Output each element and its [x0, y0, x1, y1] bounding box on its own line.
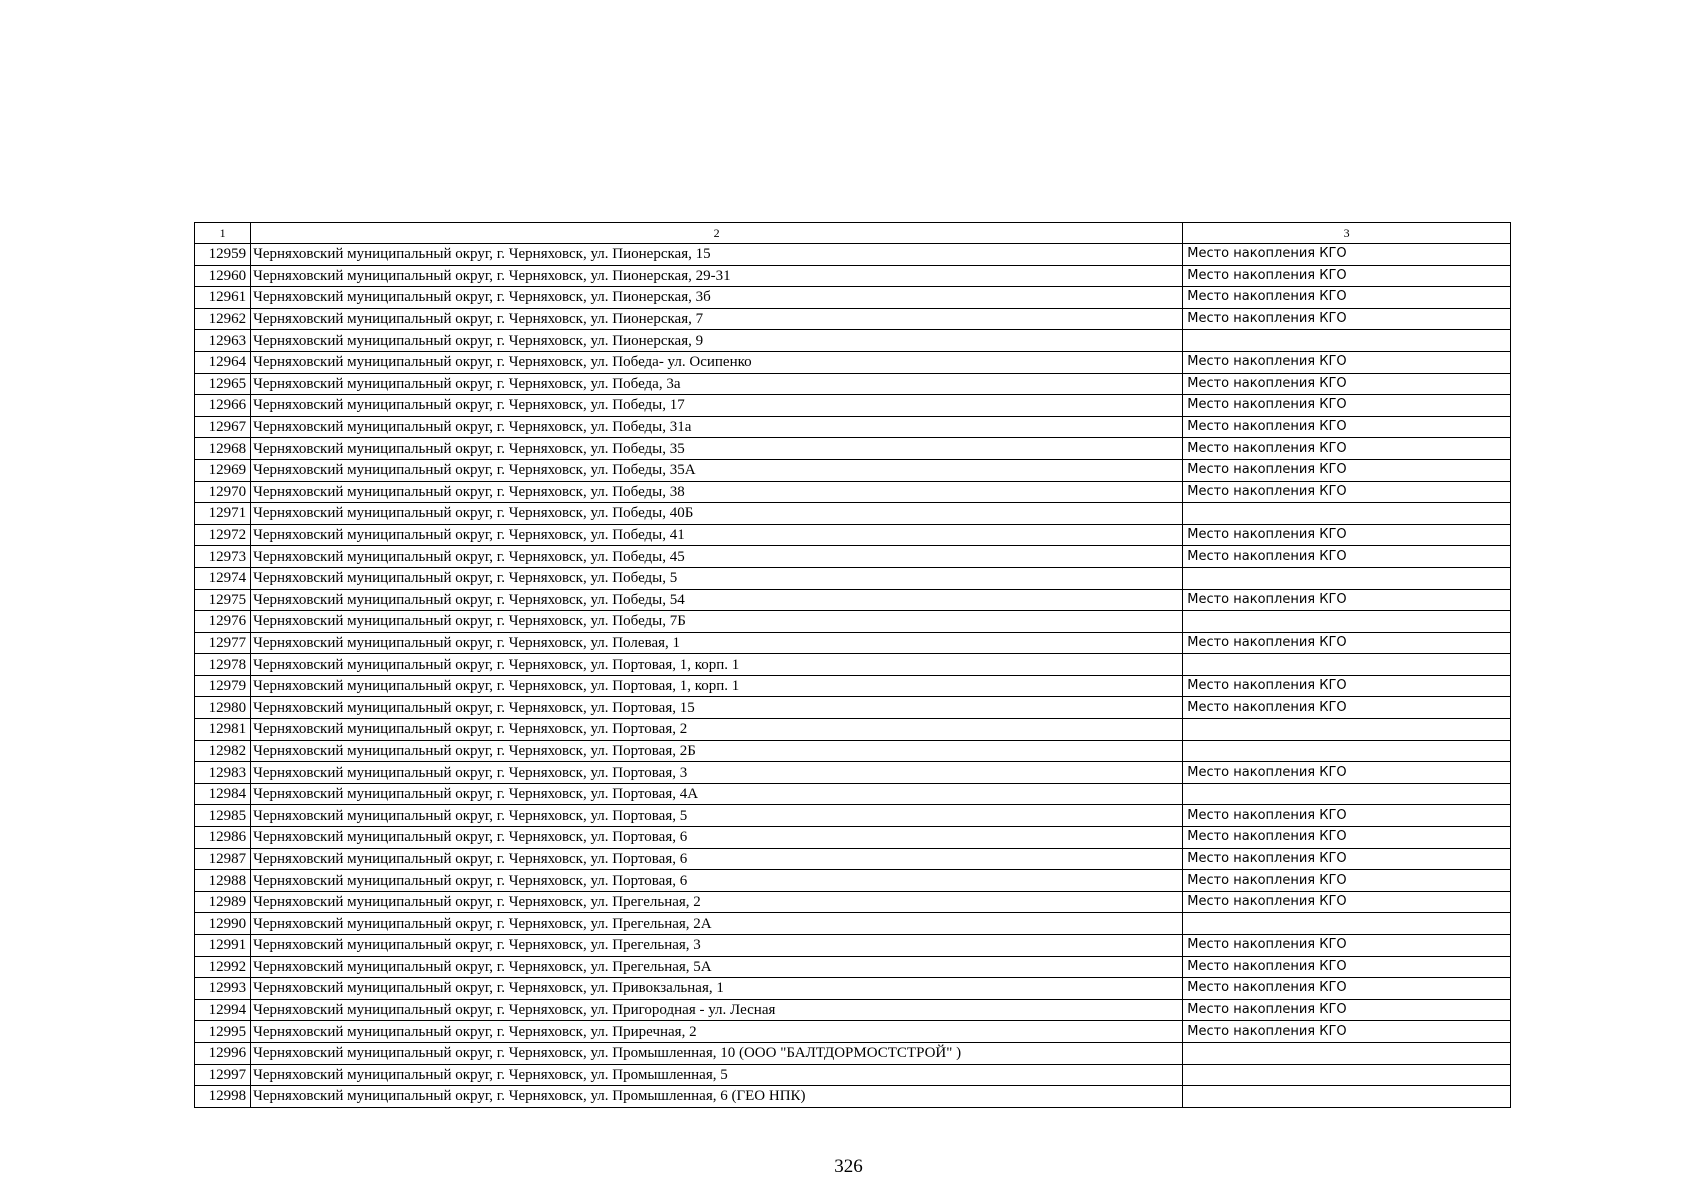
address-cell: Черняховский муниципальный округ, г. Черняховск, ул. Портовая, 6	[251, 827, 1183, 849]
row-number-cell: 12964	[195, 351, 251, 373]
address-cell: Черняховский муниципальный округ, г. Черняховск, ул. Портовая, 3	[251, 762, 1183, 784]
table-body	[195, 223, 1511, 1108]
address-cell: Черняховский муниципальный округ, г. Черняховск, ул. Портовая, 1, корп. 1	[251, 654, 1183, 676]
accumulation-type-cell: Место накопления КГО	[1183, 762, 1511, 784]
address-cell: Черняховский муниципальный округ, г. Черняховск, ул. Полевая, 1	[251, 632, 1183, 654]
table-row	[195, 956, 1511, 978]
table-row	[195, 827, 1511, 849]
address-cell: Черняховский муниципальный округ, г. Черняховск, ул. Пионерская, 29-31	[251, 265, 1183, 287]
row-number-cell: 12960	[195, 265, 251, 287]
address-cell: Черняховский муниципальный округ, г. Черняховск, ул. Портовая, 6	[251, 848, 1183, 870]
accumulation-type-cell: Место накопления КГО	[1183, 978, 1511, 1000]
address-cell: Черняховский муниципальный округ, г. Черняховск, ул. Привокзальная, 1	[251, 978, 1183, 1000]
table-row	[195, 524, 1511, 546]
table-row	[195, 978, 1511, 1000]
row-number-cell: 12995	[195, 1021, 251, 1043]
row-number-cell: 12970	[195, 481, 251, 503]
table-row	[195, 697, 1511, 719]
address-cell: Черняховский муниципальный округ, г. Черняховск, ул. Портовая, 1, корп. 1	[251, 675, 1183, 697]
accumulation-type-cell: Место накопления КГО	[1183, 632, 1511, 654]
column-header-address: 2	[251, 223, 1183, 244]
accumulation-type-cell: Место накопления КГО	[1183, 524, 1511, 546]
table-row	[195, 632, 1511, 654]
accumulation-type-cell: Место накопления КГО	[1183, 373, 1511, 395]
accumulation-type-cell: Место накопления КГО	[1183, 589, 1511, 611]
accumulation-type-cell	[1183, 567, 1511, 589]
row-number-cell: 12968	[195, 438, 251, 460]
accumulation-type-cell: Место накопления КГО	[1183, 351, 1511, 373]
table-row	[195, 762, 1511, 784]
address-cell: Черняховский муниципальный округ, г. Черняховск, ул. Победы, 45	[251, 546, 1183, 568]
row-number-cell: 12994	[195, 999, 251, 1021]
row-number-cell: 12971	[195, 503, 251, 525]
accumulation-type-cell	[1183, 719, 1511, 741]
row-number-cell: 12993	[195, 978, 251, 1000]
table-row	[195, 308, 1511, 330]
row-number-cell: 12978	[195, 654, 251, 676]
address-cell: Черняховский муниципальный округ, г. Черняховск, ул. Пионерская, 9	[251, 330, 1183, 352]
row-number-cell: 12982	[195, 740, 251, 762]
row-number-cell: 12973	[195, 546, 251, 568]
address-cell: Черняховский муниципальный округ, г. Черняховск, ул. Победы, 31а	[251, 416, 1183, 438]
row-number-cell: 12975	[195, 589, 251, 611]
table-row	[195, 395, 1511, 417]
registry-table	[194, 222, 1511, 1108]
accumulation-type-cell	[1183, 783, 1511, 805]
address-cell: Черняховский муниципальный округ, г. Черняховск, ул. Пионерская, 7	[251, 308, 1183, 330]
address-cell: Черняховский муниципальный округ, г. Черняховск, ул. Победы, 38	[251, 481, 1183, 503]
row-number-cell: 12959	[195, 244, 251, 266]
table-row	[195, 287, 1511, 309]
accumulation-type-cell	[1183, 1064, 1511, 1086]
accumulation-type-cell: Место накопления КГО	[1183, 481, 1511, 503]
row-number-cell: 12998	[195, 1086, 251, 1108]
accumulation-type-cell	[1183, 503, 1511, 525]
accumulation-type-cell	[1183, 913, 1511, 935]
row-number-cell: 12988	[195, 870, 251, 892]
table-row	[195, 740, 1511, 762]
row-number-cell: 12985	[195, 805, 251, 827]
address-cell: Черняховский муниципальный округ, г. Черняховск, ул. Прегельная, 2	[251, 891, 1183, 913]
row-number-cell: 12990	[195, 913, 251, 935]
address-cell: Черняховский муниципальный округ, г. Черняховск, ул. Победы, 41	[251, 524, 1183, 546]
table-row	[195, 330, 1511, 352]
table-row	[195, 244, 1511, 266]
table-row	[195, 848, 1511, 870]
table-row	[195, 891, 1511, 913]
table-row	[195, 675, 1511, 697]
row-number-cell: 12967	[195, 416, 251, 438]
address-cell: Черняховский муниципальный округ, г. Черняховск, ул. Промышленная, 5	[251, 1064, 1183, 1086]
address-cell: Черняховский муниципальный округ, г. Черняховск, ул. Победы, 17	[251, 395, 1183, 417]
address-cell: Черняховский муниципальный округ, г. Черняховск, ул. Прегельная, 5А	[251, 956, 1183, 978]
table-row	[195, 1064, 1511, 1086]
row-number-cell: 12966	[195, 395, 251, 417]
accumulation-type-cell: Место накопления КГО	[1183, 265, 1511, 287]
column-header-number: 1	[195, 223, 251, 244]
row-number-cell: 12974	[195, 567, 251, 589]
row-number-cell: 12991	[195, 935, 251, 957]
table-row	[195, 546, 1511, 568]
table-row	[195, 481, 1511, 503]
address-cell: Черняховский муниципальный округ, г. Черняховск, ул. Победа, 3а	[251, 373, 1183, 395]
address-cell: Черняховский муниципальный округ, г. Черняховск, ул. Победа- ул. Осипенко	[251, 351, 1183, 373]
table-row	[195, 438, 1511, 460]
accumulation-type-cell: Место накопления КГО	[1183, 546, 1511, 568]
table-row	[195, 503, 1511, 525]
accumulation-type-cell: Место накопления КГО	[1183, 956, 1511, 978]
row-number-cell: 12987	[195, 848, 251, 870]
row-number-cell: 12976	[195, 611, 251, 633]
table-row	[195, 783, 1511, 805]
accumulation-type-cell: Место накопления КГО	[1183, 891, 1511, 913]
accumulation-type-cell: Место накопления КГО	[1183, 697, 1511, 719]
table-row	[195, 719, 1511, 741]
table-row	[195, 589, 1511, 611]
accumulation-type-cell	[1183, 654, 1511, 676]
column-header-type: 3	[1183, 223, 1511, 244]
table-row	[195, 1021, 1511, 1043]
accumulation-type-cell: Место накопления КГО	[1183, 805, 1511, 827]
row-number-cell: 12972	[195, 524, 251, 546]
table-row	[195, 416, 1511, 438]
address-cell: Черняховский муниципальный округ, г. Черняховск, ул. Приречная, 2	[251, 1021, 1183, 1043]
accumulation-type-cell	[1183, 330, 1511, 352]
page-number: 326	[834, 1156, 863, 1177]
address-cell: Черняховский муниципальный округ, г. Черняховск, ул. Победы, 54	[251, 589, 1183, 611]
row-number-cell: 12989	[195, 891, 251, 913]
table-row	[195, 1042, 1511, 1064]
table-row	[195, 870, 1511, 892]
address-cell: Черняховский муниципальный округ, г. Черняховск, ул. Победы, 7Б	[251, 611, 1183, 633]
address-cell: Черняховский муниципальный округ, г. Черняховск, ул. Портовая, 5	[251, 805, 1183, 827]
row-number-cell: 12986	[195, 827, 251, 849]
address-cell: Черняховский муниципальный округ, г. Черняховск, ул. Промышленная, 10 (ООО "БАЛТДОРМОСТСТРОЙ" )	[251, 1042, 1183, 1064]
address-cell: Черняховский муниципальный округ, г. Черняховск, ул. Победы, 35	[251, 438, 1183, 460]
table-row	[195, 935, 1511, 957]
accumulation-type-cell: Место накопления КГО	[1183, 416, 1511, 438]
table-row	[195, 805, 1511, 827]
row-number-cell: 12981	[195, 719, 251, 741]
table-row	[195, 373, 1511, 395]
row-number-cell: 12961	[195, 287, 251, 309]
row-number-cell: 12965	[195, 373, 251, 395]
accumulation-type-cell: Место накопления КГО	[1183, 935, 1511, 957]
table-row	[195, 351, 1511, 373]
address-cell: Черняховский муниципальный округ, г. Черняховск, ул. Портовая, 2Б	[251, 740, 1183, 762]
accumulation-type-cell: Место накопления КГО	[1183, 308, 1511, 330]
row-number-cell: 12977	[195, 632, 251, 654]
accumulation-type-cell: Место накопления КГО	[1183, 675, 1511, 697]
address-cell: Черняховский муниципальный округ, г. Черняховск, ул. Победы, 40Б	[251, 503, 1183, 525]
accumulation-type-cell: Место накопления КГО	[1183, 395, 1511, 417]
address-cell: Черняховский муниципальный округ, г. Черняховск, ул. Пионерская, 3б	[251, 287, 1183, 309]
table-row	[195, 265, 1511, 287]
row-number-cell: 12997	[195, 1064, 251, 1086]
row-number-cell: 12969	[195, 459, 251, 481]
table-row	[195, 611, 1511, 633]
table-header-row	[195, 223, 1511, 244]
table-row	[195, 913, 1511, 935]
table-row	[195, 999, 1511, 1021]
row-number-cell: 12979	[195, 675, 251, 697]
address-cell: Черняховский муниципальный округ, г. Черняховск, ул. Портовая, 4А	[251, 783, 1183, 805]
row-number-cell: 12984	[195, 783, 251, 805]
accumulation-type-cell: Место накопления КГО	[1183, 1021, 1511, 1043]
accumulation-type-cell: Место накопления КГО	[1183, 848, 1511, 870]
accumulation-type-cell: Место накопления КГО	[1183, 287, 1511, 309]
table-row	[195, 459, 1511, 481]
address-cell: Черняховский муниципальный округ, г. Черняховск, ул. Пионерская, 15	[251, 244, 1183, 266]
row-number-cell: 12963	[195, 330, 251, 352]
address-cell: Черняховский муниципальный округ, г. Черняховск, ул. Прегельная, 3	[251, 935, 1183, 957]
address-cell: Черняховский муниципальный округ, г. Черняховск, ул. Прегельная, 2А	[251, 913, 1183, 935]
address-cell: Черняховский муниципальный округ, г. Черняховск, ул. Портовая, 6	[251, 870, 1183, 892]
accumulation-type-cell	[1183, 1086, 1511, 1108]
row-number-cell: 12983	[195, 762, 251, 784]
accumulation-type-cell: Место накопления КГО	[1183, 870, 1511, 892]
accumulation-type-cell: Место накопления КГО	[1183, 459, 1511, 481]
table-row	[195, 654, 1511, 676]
address-cell: Черняховский муниципальный округ, г. Черняховск, ул. Победы, 35А	[251, 459, 1183, 481]
accumulation-type-cell	[1183, 1042, 1511, 1064]
row-number-cell: 12980	[195, 697, 251, 719]
address-cell: Черняховский муниципальный округ, г. Черняховск, ул. Победы, 5	[251, 567, 1183, 589]
accumulation-type-cell: Место накопления КГО	[1183, 244, 1511, 266]
row-number-cell: 12992	[195, 956, 251, 978]
accumulation-type-cell	[1183, 740, 1511, 762]
address-cell: Черняховский муниципальный округ, г. Черняховск, ул. Портовая, 2	[251, 719, 1183, 741]
address-cell: Черняховский муниципальный округ, г. Черняховск, ул. Пригородная - ул. Лесная	[251, 999, 1183, 1021]
accumulation-type-cell: Место накопления КГО	[1183, 438, 1511, 460]
row-number-cell: 12962	[195, 308, 251, 330]
accumulation-type-cell: Место накопления КГО	[1183, 999, 1511, 1021]
address-cell: Черняховский муниципальный округ, г. Черняховск, ул. Промышленная, 6 (ГЕО НПК)	[251, 1086, 1183, 1108]
table-row	[195, 1086, 1511, 1108]
table-row	[195, 567, 1511, 589]
accumulation-type-cell: Место накопления КГО	[1183, 827, 1511, 849]
accumulation-type-cell	[1183, 611, 1511, 633]
row-number-cell: 12996	[195, 1042, 251, 1064]
address-cell: Черняховский муниципальный округ, г. Черняховск, ул. Портовая, 15	[251, 697, 1183, 719]
